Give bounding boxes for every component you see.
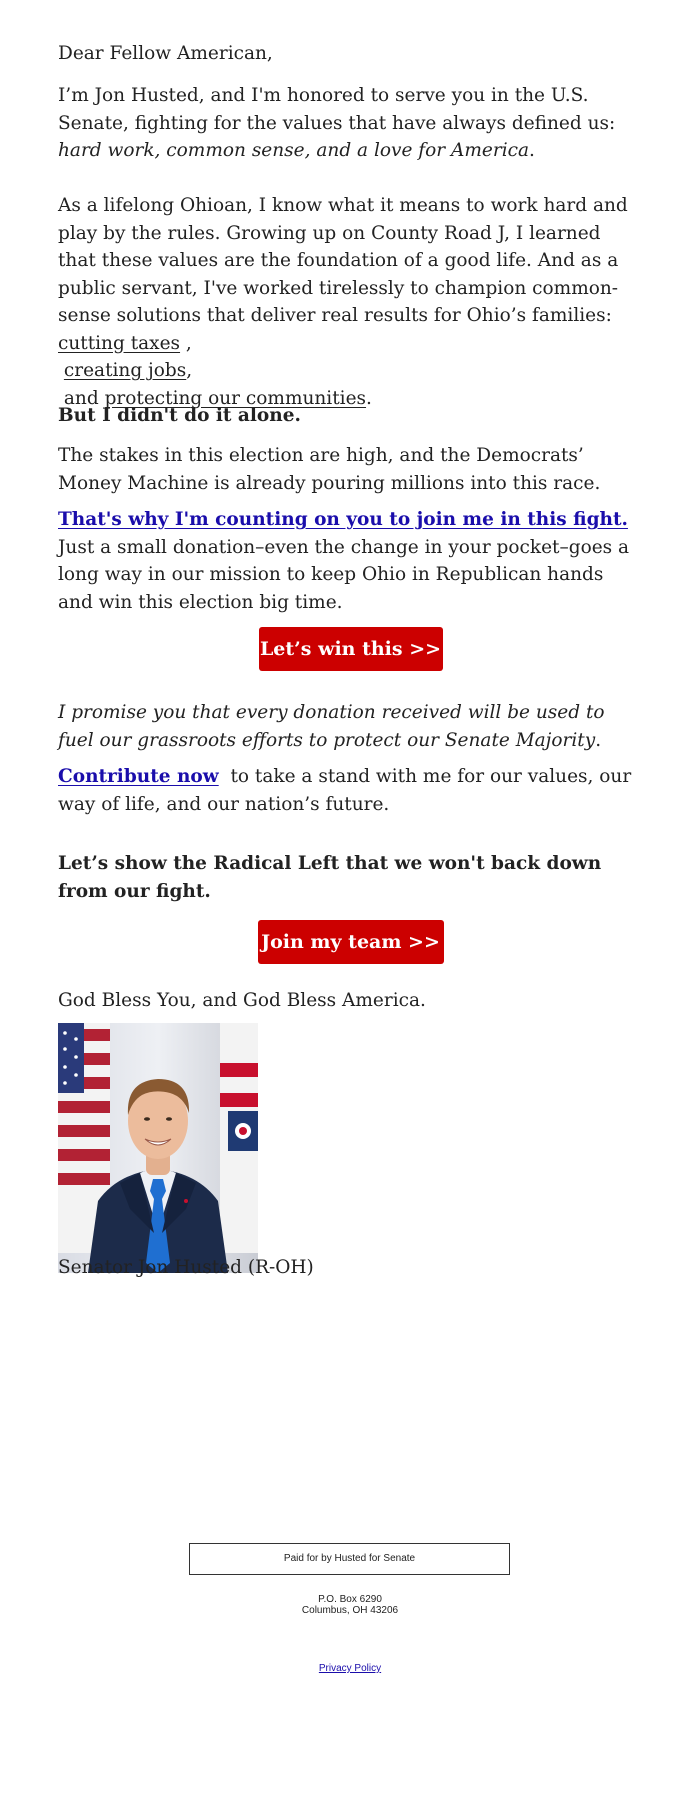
creating-jobs-link[interactable]: creating jobs bbox=[63, 360, 187, 381]
contribute-now-link[interactable]: Contribute now bbox=[58, 766, 219, 787]
salutation: Dear Fellow American, bbox=[58, 43, 273, 64]
contribute-text: to take a stand with me for our values, our way of life, and our nation’s future. bbox=[58, 766, 638, 815]
signature-line: Senator Jon Husted (R-OH) bbox=[58, 1257, 314, 1278]
intro-text: I’m Jon Husted, and I'm honored to serve you in the U.S. Senate, fighting for the values that have always defined us: bbox=[58, 85, 616, 134]
stakes-paragraph: The stakes in this election are high, and the Democrats’ Money Machine is already pouring millions into this race. bbox=[58, 445, 601, 494]
promise-text: I promise you that every donation received will be used to fuel our grassroots efforts to protect our Senate Majority bbox=[58, 702, 605, 751]
contribute-paragraph bbox=[58, 763, 638, 818]
join-my-team-button[interactable]: Join my team >> bbox=[258, 920, 444, 964]
blessing-line: God Bless You, and God Bless America. bbox=[58, 990, 426, 1011]
counting-on-you-link[interactable]: That's why I'm counting on you to join me in this fight. bbox=[58, 509, 628, 530]
donation-paragraph bbox=[58, 506, 633, 616]
portrait-image bbox=[58, 1023, 258, 1273]
intro-end: . bbox=[529, 140, 535, 161]
after-jobs: , bbox=[186, 360, 193, 381]
team-button-wrap bbox=[58, 920, 643, 964]
cutting-taxes-link[interactable]: cutting taxes bbox=[58, 332, 181, 354]
promise-end: . bbox=[595, 729, 602, 751]
after-protecting: . bbox=[366, 387, 372, 409]
promise-paragraph bbox=[58, 699, 633, 754]
address-line-2: Columbus, OH 43206 bbox=[301, 1605, 399, 1616]
radical-left-heading: Let’s show the Radical Left that we won't back down from our fight. bbox=[58, 853, 602, 902]
paid-for-text: Paid for by Husted for Senate bbox=[283, 1553, 416, 1564]
ohioan-text: As a lifelong Ohioan, I know what it means to work hard and play by the rules. Growing up on County Road J, I learned that these values are the foundation of a good life. And as a public servant, I've worked tirelessly to champion common-sense solutions that deliver real results for Ohio’s families: bbox=[58, 195, 628, 326]
privacy-policy-link[interactable]: Privacy Policy bbox=[318, 1663, 382, 1674]
privacy-wrap bbox=[0, 1662, 700, 1676]
donation-text: Just a small donation–even the change in your pocket–goes a long way in our mission to keep Ohio in Republican hands and win this election big time. bbox=[58, 536, 630, 613]
lets-win-button[interactable]: Let’s win this >> bbox=[259, 627, 443, 671]
after-taxes: , bbox=[180, 332, 192, 354]
and-text: and bbox=[63, 387, 105, 409]
senator-portrait bbox=[58, 1023, 258, 1273]
protecting-communities-link[interactable]: protecting our communities bbox=[104, 387, 367, 409]
ohioan-paragraph bbox=[58, 192, 633, 412]
alone-heading: But I didn't do it alone. bbox=[58, 405, 301, 426]
mailing-address bbox=[0, 1594, 700, 1616]
paid-for-box bbox=[189, 1543, 510, 1575]
win-button-wrap bbox=[58, 627, 643, 671]
address-line-1: P.O. Box 6290 bbox=[318, 1594, 382, 1605]
intro-paragraph bbox=[58, 82, 633, 165]
intro-values: hard work, common sense, and a love for America bbox=[58, 140, 530, 161]
